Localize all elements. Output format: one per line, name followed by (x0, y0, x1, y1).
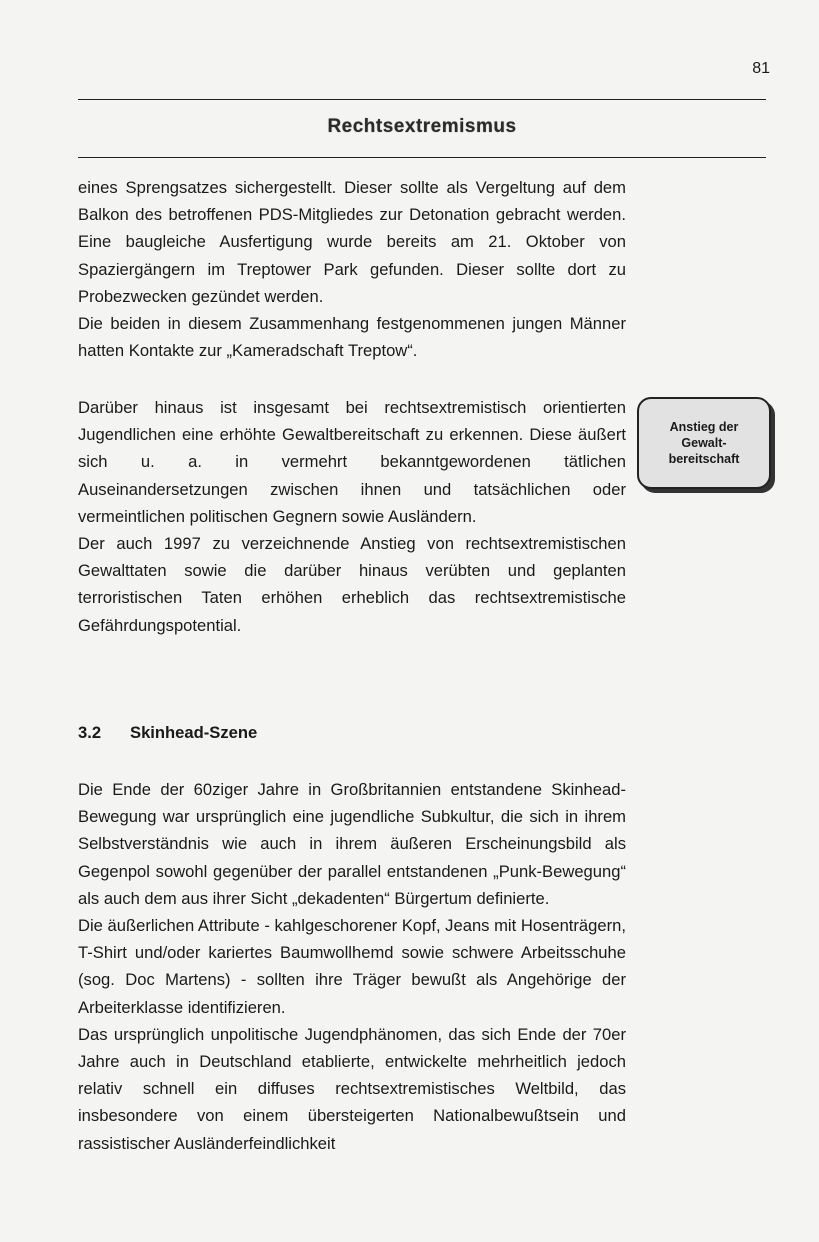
margin-note-line: Anstieg der (669, 420, 739, 434)
margin-note-line: Gewalt- (681, 436, 727, 450)
paragraph: Der auch 1997 zu verzeichnende Anstieg von rechtsextremistischen Gewalttaten sowie die darüber hinaus verübten und geplanten terroristischen Taten erhöhen erheblich das rechtsextremistische Gefährdungspotential. (78, 534, 626, 635)
section-heading (78, 723, 626, 743)
text-block-1 (78, 174, 626, 364)
section-number: 3.2 (78, 723, 102, 742)
paragraph: eines Sprengsatzes sichergestellt. Dieser sollte als Vergeltung auf dem Balkon des betroffenen PDS-Mitgliedes zur Detonation gebracht werden. Eine baugleiche Ausfertigung wurde bereits am 21. Oktober von Spaziergängern im Treptower Park gefunden. Dieser sollte dort zu Probezwecken gezündet werden. (78, 178, 626, 306)
paragraph: Die beiden in diesem Zusammenhang festgenommenen jungen Männer hatten Kontakte zur „Kameradschaft Treptow“. (78, 314, 626, 361)
margin-note-line: bereitschaft (668, 452, 740, 466)
page-number: 81 (752, 60, 770, 77)
paragraph: Die Ende der 60ziger Jahre in Großbritannien entstandene Skinhead-Bewegung war ursprünglich eine jugendliche Subkultur, die sich in ihrem Selbstverständnis wie auch in ihrem äußeren Erscheinungsbild als Gegenpol sowohl gegenüber der parallel entstandenen „Punk-Bewegung“ als auch dem aus ihrer Sicht „dekadenten“ Bürgertum definierte. (78, 780, 626, 908)
paragraph: Darüber hinaus ist insgesamt bei rechtsextremistisch orientierten Jugendlichen eine erhöhte Gewaltbereitschaft zu erkennen. Diese äußert sich u. a. in vermehrt bekanntgewordenen tätlichen Auseinandersetzungen zwischen ihnen und tatsächlichen oder vermeintlichen politischen Gegnern sowie Ausländern. (78, 398, 626, 526)
header-rule-bottom (78, 157, 766, 158)
text-block-2 (78, 394, 626, 639)
text-block-3 (78, 776, 626, 1157)
paragraph: Das ursprünglich unpolitische Jugendphänomen, das sich Ende der 70er Jahre auch in Deutschland etablierte, entwickelte mehrheitlich jedoch relativ schnell ein diffuses rechtsextremistisches Weltbild, das insbesondere von einem übersteigerten Nationalbewußtsein und rassistischer Ausländerfeindlichkeit (78, 1024, 626, 1153)
margin-note (637, 397, 771, 489)
section-title: Skinhead-Szene (130, 723, 258, 742)
paragraph: Die äußerlichen Attribute - kahlgeschorener Kopf, Jeans mit Hosenträgern, T-Shirt und/oder kariertes Baumwollhemd sowie schwere Arbeitsschuhe (sog. Doc Martens) - sollten ihre Träger bewußt als Angehörige der Arbeiterklasse identifizieren. (78, 916, 626, 1017)
header-rule-top (78, 99, 766, 100)
running-head: Rechtsextremismus (327, 116, 517, 137)
